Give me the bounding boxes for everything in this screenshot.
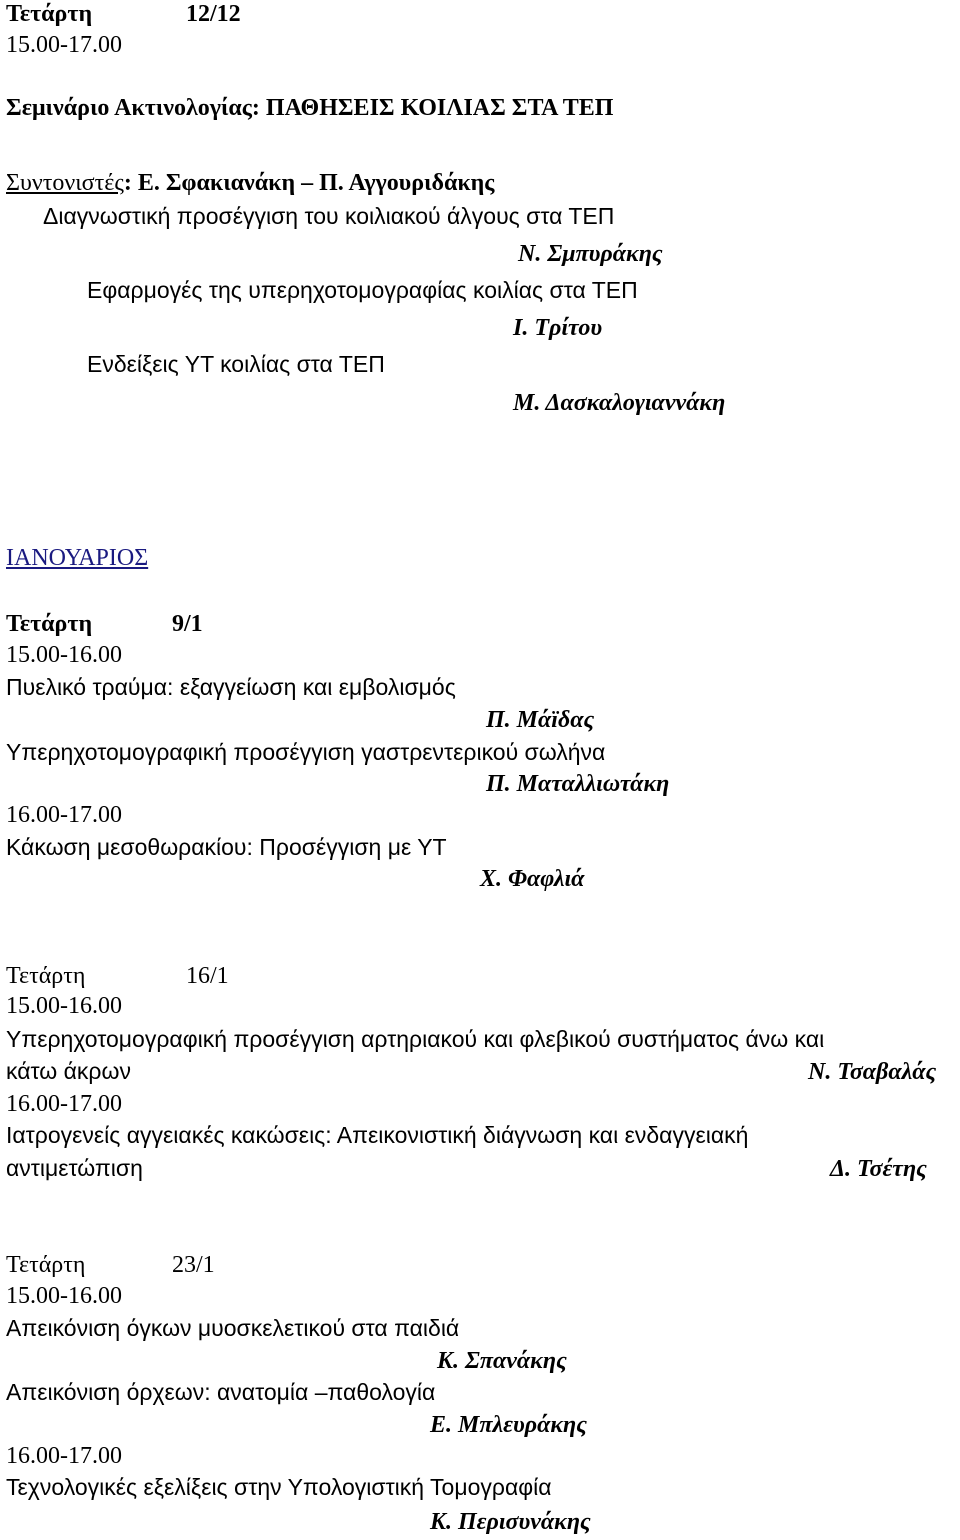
talk-title: Ιατρογενείς αγγειακές κακώσεις: Απεικονιστική διάγνωση και ενδαγγειακή bbox=[6, 1122, 749, 1148]
talk-title: Υπερηχοτομογραφική προσέγγιση γαστρεντερικού σωλήνα bbox=[6, 739, 606, 765]
speaker-name: Μ. Δασκαλογιαννάκη bbox=[513, 390, 726, 416]
talk-title-continued: κάτω άκρων bbox=[6, 1058, 131, 1084]
session-4-day: Τετάρτη bbox=[6, 1252, 86, 1278]
session-3-day: Τετάρτη bbox=[6, 963, 86, 989]
speaker-name: Δ. Τσέτης bbox=[830, 1156, 927, 1182]
coordinators-names: : Ε. Σφακιανάκη – Π. Αγγουριδάκης bbox=[123, 170, 495, 196]
session-4-date: 23/1 bbox=[172, 1252, 215, 1278]
talk-title: Υπερηχοτομογραφική προσέγγιση αρτηριακού και φλεβικού συστήματος άνω και bbox=[6, 1026, 825, 1052]
session-2-date: 9/1 bbox=[172, 611, 203, 637]
session-3-time-2: 16.00-17.00 bbox=[6, 1091, 122, 1117]
session-2-time-2: 16.00-17.00 bbox=[6, 802, 122, 828]
talk-title: Πυελικό τραύμα: εξαγγείωση και εμβολισμός bbox=[6, 674, 456, 700]
session-3-time-1: 15.00-16.00 bbox=[6, 993, 122, 1019]
talk-title-continued: αντιμετώπιση bbox=[6, 1155, 143, 1181]
speaker-name: Ν. Τσαβαλάς bbox=[808, 1059, 937, 1085]
speaker-name: Κ. Περισυνάκης bbox=[430, 1509, 591, 1535]
speaker-name: Ν. Σμπυράκης bbox=[518, 241, 663, 267]
session-3-date: 16/1 bbox=[186, 963, 229, 989]
speaker-name: Ε. Μπλευράκης bbox=[430, 1412, 587, 1438]
talk-title: Τεχνολογικές εξελίξεις στην Υπολογιστική Τομογραφία bbox=[6, 1474, 552, 1500]
session-1-date: 12/12 bbox=[186, 1, 241, 27]
month-heading: ΙΑΝΟΥΑΡΙΟΣ bbox=[6, 545, 149, 571]
speaker-name: Κ. Σπανάκης bbox=[437, 1348, 567, 1374]
speaker-name: Χ. Φαφλιά bbox=[480, 866, 585, 892]
session-2-time-1: 15.00-16.00 bbox=[6, 642, 122, 668]
session-1-day: Τετάρτη bbox=[6, 1, 93, 27]
talk-title: Απεικόνιση όγκων μυοσκελετικού στα παιδιά bbox=[6, 1315, 460, 1341]
session-2-day: Τετάρτη bbox=[6, 611, 93, 637]
talk-title: Κάκωση μεσοθωρακίου: Προσέγγιση με ΥΤ bbox=[6, 834, 447, 860]
talk-title: Διαγνωστική προσέγγιση του κοιλιακού άλγους στα ΤΕΠ bbox=[43, 203, 615, 229]
session-1-title: Σεμινάριο Ακτινολογίας: ΠΑΘΗΣΕΙΣ ΚΟΙΛΙΑΣ ΣΤΑ ΤΕΠ bbox=[6, 95, 614, 121]
coordinators-label: Συντονιστές bbox=[6, 170, 124, 196]
speaker-name: Ι. Τρίτου bbox=[513, 315, 603, 341]
speaker-name: Π. Μάϊδας bbox=[486, 707, 595, 733]
talk-title: Εφαρμογές της υπερηχοτομογραφίας κοιλίας στα ΤΕΠ bbox=[87, 277, 638, 303]
speaker-name: Π. Ματαλλιωτάκη bbox=[486, 771, 670, 797]
talk-title: Απεικόνιση όρχεων: ανατομία –παθολογία bbox=[6, 1379, 436, 1405]
talk-title: Ενδείξεις ΥΤ κοιλίας στα ΤΕΠ bbox=[87, 351, 385, 377]
session-1-time: 15.00-17.00 bbox=[6, 32, 122, 58]
session-4-time-2: 16.00-17.00 bbox=[6, 1443, 122, 1469]
session-4-time-1: 15.00-16.00 bbox=[6, 1283, 122, 1309]
coordinators-line bbox=[6, 171, 494, 195]
